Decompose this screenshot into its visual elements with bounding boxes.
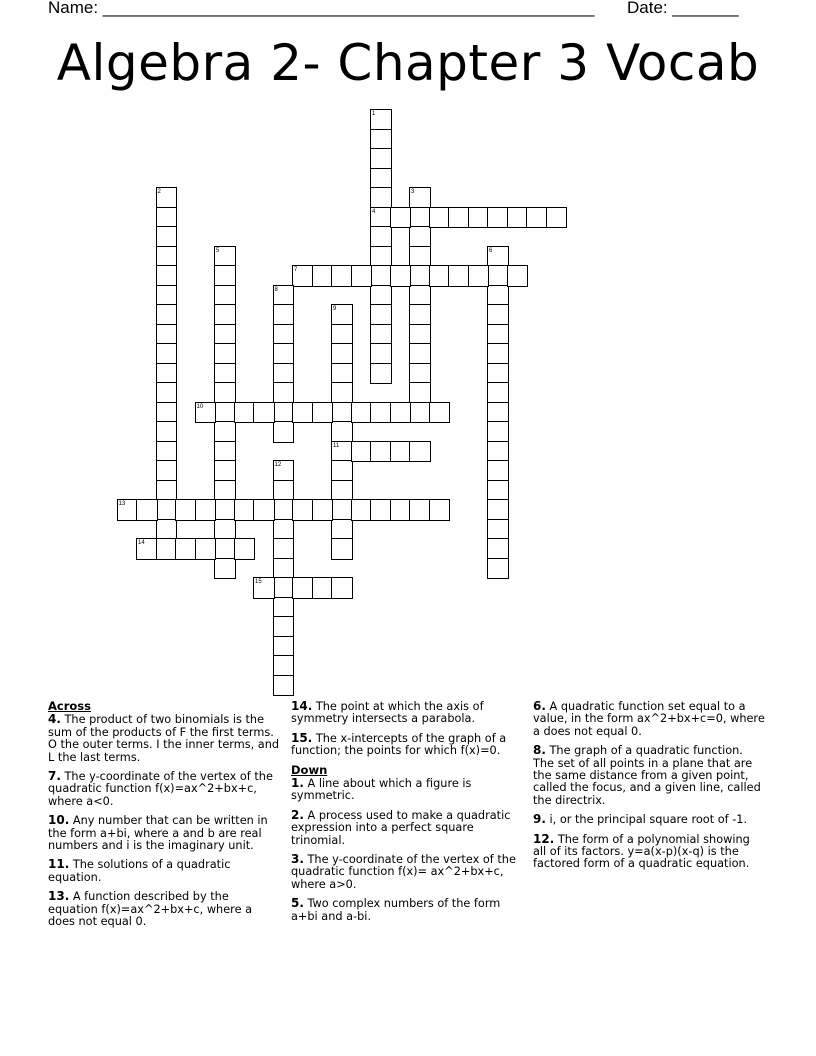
crossword-cell[interactable] [214, 343, 236, 365]
crossword-cell[interactable] [487, 519, 509, 541]
crossword-cell[interactable] [253, 402, 275, 424]
crossword-cell[interactable] [273, 675, 295, 697]
crossword-cell[interactable] [273, 538, 295, 560]
clue-number-10: 10 [196, 403, 204, 410]
clue-number-5: 5 [216, 247, 220, 254]
crossword-cell[interactable] [214, 499, 236, 521]
clue-number-15: 15 [255, 579, 262, 585]
crossword-cell[interactable] [156, 421, 178, 443]
crossword-cell[interactable] [156, 207, 178, 229]
clue-down-1: 1. A line about which a figure is symmetric. [291, 776, 472, 803]
clue-number-12: 12 [274, 462, 282, 468]
clue-number-3: 3 [411, 189, 415, 195]
crossword-cell[interactable] [390, 441, 412, 463]
crossword-cell[interactable] [156, 265, 178, 287]
crossword-cell[interactable] [214, 441, 236, 463]
crossword-cell[interactable] [273, 343, 295, 365]
crossword-cell[interactable] [331, 421, 353, 443]
crossword-cell[interactable] [331, 402, 353, 424]
crossword-cell[interactable] [273, 616, 295, 638]
crossword-cell[interactable] [156, 285, 178, 307]
clue-across-13: 13. A function described by the equation f(x)=ax^2+bx+c, where a does not equal 0. [48, 889, 253, 929]
crossword-cell[interactable] [273, 655, 295, 677]
crossword-cell[interactable] [156, 499, 178, 521]
crossword-cell[interactable] [331, 538, 353, 560]
across-heading: Across [48, 699, 91, 713]
clue-number-4: 4 [372, 208, 376, 215]
crossword-cell[interactable] [370, 187, 392, 209]
crossword-cell[interactable] [331, 343, 353, 365]
crossword-cell[interactable] [409, 363, 431, 385]
crossword-cell[interactable] [234, 402, 256, 424]
clue-down-2: 2. A process used to make a quadratic expression into a perfect square trinomial. [291, 807, 511, 847]
crossword-cell[interactable] [370, 246, 392, 268]
clue-number-1: 1 [372, 111, 376, 117]
crossword-cell[interactable] [214, 460, 236, 482]
crossword-cell[interactable] [331, 519, 353, 541]
clues-column-1 [48, 700, 280, 935]
crossword-cell[interactable] [409, 382, 431, 404]
clues-column-2 [291, 700, 523, 929]
crossword-cell[interactable] [409, 246, 431, 268]
crossword-cell[interactable] [156, 460, 178, 482]
clue-number-2: 2 [157, 189, 161, 195]
crossword-cell[interactable] [370, 363, 392, 385]
clue-down-3: 3. The y-coordinate of the vertex of the quadratic function f(x)= ax^2+bx+c, where a>0. [291, 852, 516, 891]
crossword-cell[interactable] [351, 265, 373, 287]
clue-across-7: 7. The y-coordinate of the vertex of the quadratic function f(x)=ax^2+bx+c, where a<0. [48, 769, 273, 808]
crossword-cell[interactable] [487, 304, 509, 326]
crossword-cell[interactable] [409, 304, 431, 326]
crossword-cell[interactable] [156, 538, 178, 560]
crossword-cell[interactable] [214, 480, 236, 502]
crossword-cell[interactable] [214, 421, 236, 443]
crossword-cell[interactable] [292, 499, 314, 521]
crossword-cell[interactable] [448, 265, 470, 287]
crossword-cell[interactable] [214, 265, 236, 287]
crossword-cell[interactable] [234, 538, 256, 560]
crossword-cell[interactable] [156, 519, 178, 541]
crossword-cell[interactable] [156, 324, 178, 346]
crossword-cell[interactable] [195, 499, 217, 521]
crossword-cell[interactable] [253, 499, 275, 521]
crossword-cell[interactable] [409, 499, 431, 521]
crossword-cell[interactable] [331, 265, 353, 287]
crossword-cell[interactable] [409, 226, 431, 248]
crossword-cell[interactable] [409, 402, 431, 424]
crossword-cell[interactable] [136, 499, 158, 521]
clue-down-8: 8. The graph of a quadratic function. The set of all points in a plane that are the same distance from a given point, called the focus, and a given line, called the directrix. [533, 743, 761, 807]
crossword-cell[interactable] [370, 324, 392, 346]
crossword-cell[interactable] [487, 558, 509, 580]
crossword-cell[interactable] [292, 402, 314, 424]
crossword-cell[interactable] [156, 226, 178, 248]
crossword-cell[interactable] [273, 304, 295, 326]
crossword-cell[interactable] [273, 382, 295, 404]
crossword-cell[interactable] [331, 382, 353, 404]
clue-across-15: 15. The x-intercepts of the graph of a function; the points for which f(x)=0. [291, 730, 507, 758]
crossword-cell[interactable] [370, 441, 392, 463]
crossword-cell[interactable] [370, 343, 392, 365]
crossword-cell[interactable] [507, 207, 529, 229]
crossword-cell[interactable] [273, 480, 295, 502]
crossword-cell[interactable] [195, 538, 217, 560]
crossword-cell[interactable] [370, 285, 392, 307]
crossword-cell[interactable] [273, 577, 295, 599]
crossword-cell[interactable] [214, 538, 236, 560]
crossword-cell[interactable] [234, 499, 256, 521]
crossword-cell[interactable] [429, 499, 451, 521]
clue-down-6: 6. A quadratic function set equal to a value, in the form ax^2+bx+c=0, where a does not equal 0. [533, 699, 765, 738]
crossword-cell[interactable] [214, 285, 236, 307]
clue-down-12: 12. The form of a polynomial showing all of its factors. y=a(x-p)(x-q) is the factored form of a quadratic equation. [533, 831, 750, 871]
clue-across-4: 4. The product of two binomials is the sum of the products of F the first terms. O the outer terms. I the inner terms, and L the last terms. [48, 712, 280, 764]
crossword-cell[interactable] [331, 499, 353, 521]
down-heading: Down [291, 762, 328, 777]
crossword-cell[interactable] [312, 265, 334, 287]
crossword-cell[interactable] [273, 558, 295, 580]
crossword-cell[interactable] [351, 441, 373, 463]
crossword-cell[interactable] [273, 324, 295, 346]
crossword-cell[interactable] [156, 382, 178, 404]
crossword-cell[interactable] [370, 499, 392, 521]
crossword-cell[interactable] [487, 441, 509, 463]
crossword-cell[interactable] [487, 421, 509, 443]
clue-number-13: 13 [118, 501, 126, 507]
crossword-cell[interactable] [156, 402, 178, 424]
crossword-cell[interactable] [487, 480, 509, 502]
crossword-cell[interactable] [331, 577, 353, 599]
crossword-cell[interactable] [487, 285, 509, 307]
crossword-cell[interactable] [312, 499, 334, 521]
crossword-cell[interactable] [487, 324, 509, 346]
clues-column-3 [533, 700, 765, 877]
crossword-cell[interactable] [390, 207, 412, 229]
crossword-cell[interactable] [487, 207, 509, 229]
crossword-cell[interactable] [429, 402, 451, 424]
crossword-cell[interactable] [312, 577, 334, 599]
crossword-cell[interactable] [351, 499, 373, 521]
page-title: Algebra 2- Chapter 3 Vocab [56, 34, 760, 92]
crossword-cell[interactable] [448, 207, 470, 229]
crossword-cell[interactable] [292, 577, 314, 599]
crossword-cell[interactable] [273, 597, 295, 619]
crossword-cell[interactable] [546, 207, 568, 229]
crossword-cell[interactable] [409, 324, 431, 346]
crossword-cell[interactable] [331, 460, 353, 482]
crossword-cell[interactable] [429, 207, 451, 229]
crossword-cell[interactable] [273, 499, 295, 521]
clue-number-14: 14 [138, 540, 145, 546]
crossword-cell[interactable] [175, 499, 197, 521]
crossword-cell[interactable] [370, 148, 392, 170]
crossword-cell[interactable] [214, 304, 236, 326]
crossword-cell[interactable] [487, 402, 509, 424]
crossword-cell[interactable] [390, 402, 412, 424]
crossword-cell[interactable] [409, 441, 431, 463]
clue-across-10: 10. Any number that can be written in the form a+bi, where a and b are real numbers and i is the imaginary unit. [48, 813, 268, 853]
crossword-cell[interactable] [351, 402, 373, 424]
crossword-cell[interactable] [273, 519, 295, 541]
crossword-cell[interactable] [156, 480, 178, 502]
crossword-cell[interactable] [526, 207, 548, 229]
crossword-cell[interactable] [409, 285, 431, 307]
crossword-cell[interactable] [331, 363, 353, 385]
crossword-cell[interactable] [487, 382, 509, 404]
clue-number-7: 7 [294, 267, 298, 273]
crossword-cell[interactable] [370, 304, 392, 326]
header [0, 0, 816, 24]
crossword-cell[interactable] [468, 207, 490, 229]
crossword-cell[interactable] [214, 363, 236, 385]
crossword-cell[interactable] [156, 304, 178, 326]
crossword-cell[interactable] [487, 265, 509, 287]
crossword-cell[interactable] [487, 499, 509, 521]
crossword-cell[interactable] [214, 558, 236, 580]
crossword-cell[interactable] [156, 343, 178, 365]
name-field[interactable]: Name: ____________________________________________________ [48, 0, 595, 17]
crossword-cell[interactable] [214, 519, 236, 541]
crossword-cell[interactable] [487, 343, 509, 365]
crossword-cell[interactable] [370, 265, 392, 287]
crossword-cell[interactable] [214, 402, 236, 424]
crossword-cell[interactable] [370, 226, 392, 248]
clue-down-9: 9. i, or the principal square root of -1. [533, 812, 748, 827]
crossword-cell[interactable] [487, 538, 509, 560]
crossword-cell[interactable] [273, 636, 295, 658]
crossword-cell[interactable] [331, 324, 353, 346]
clue-number-9: 9 [333, 306, 337, 312]
clue-number-8: 8 [274, 286, 278, 293]
crossword-cell[interactable] [273, 402, 295, 424]
crossword-cell[interactable] [487, 363, 509, 385]
crossword-cell[interactable] [370, 168, 392, 190]
crossword-cell[interactable] [156, 441, 178, 463]
crossword-cell[interactable] [273, 421, 295, 443]
crossword-cell[interactable] [273, 363, 295, 385]
crossword-cell[interactable] [156, 246, 178, 268]
clue-number-11: 11 [333, 442, 340, 449]
date-field[interactable]: Date: _______ [627, 0, 739, 17]
crossword-cell[interactable] [409, 265, 431, 287]
crossword-cell[interactable] [370, 402, 392, 424]
crossword-cell[interactable] [409, 207, 431, 229]
crossword-cell[interactable] [214, 324, 236, 346]
crossword-cell[interactable] [429, 265, 451, 287]
clue-number-6: 6 [489, 247, 493, 254]
clue-across-11: 11. The solutions of a quadratic equation. [48, 857, 231, 884]
crossword-cell[interactable] [409, 343, 431, 365]
crossword-cell[interactable] [468, 265, 490, 287]
crossword-cell[interactable] [390, 499, 412, 521]
clue-down-5: 5. Two complex numbers of the form a+bi and a-bi. [291, 896, 501, 923]
crossword-cell[interactable] [214, 382, 236, 404]
crossword-cell[interactable] [156, 363, 178, 385]
crossword-cell[interactable] [507, 265, 529, 287]
crossword-cell[interactable] [390, 265, 412, 287]
crossword-cell[interactable] [331, 480, 353, 502]
clue-across-14: 14. The point at which the axis of symmetry intersects a parabola. [291, 699, 484, 726]
crossword-cell[interactable] [312, 402, 334, 424]
crossword-cell[interactable] [175, 538, 197, 560]
crossword-cell[interactable] [370, 129, 392, 151]
crossword-cell[interactable] [487, 460, 509, 482]
